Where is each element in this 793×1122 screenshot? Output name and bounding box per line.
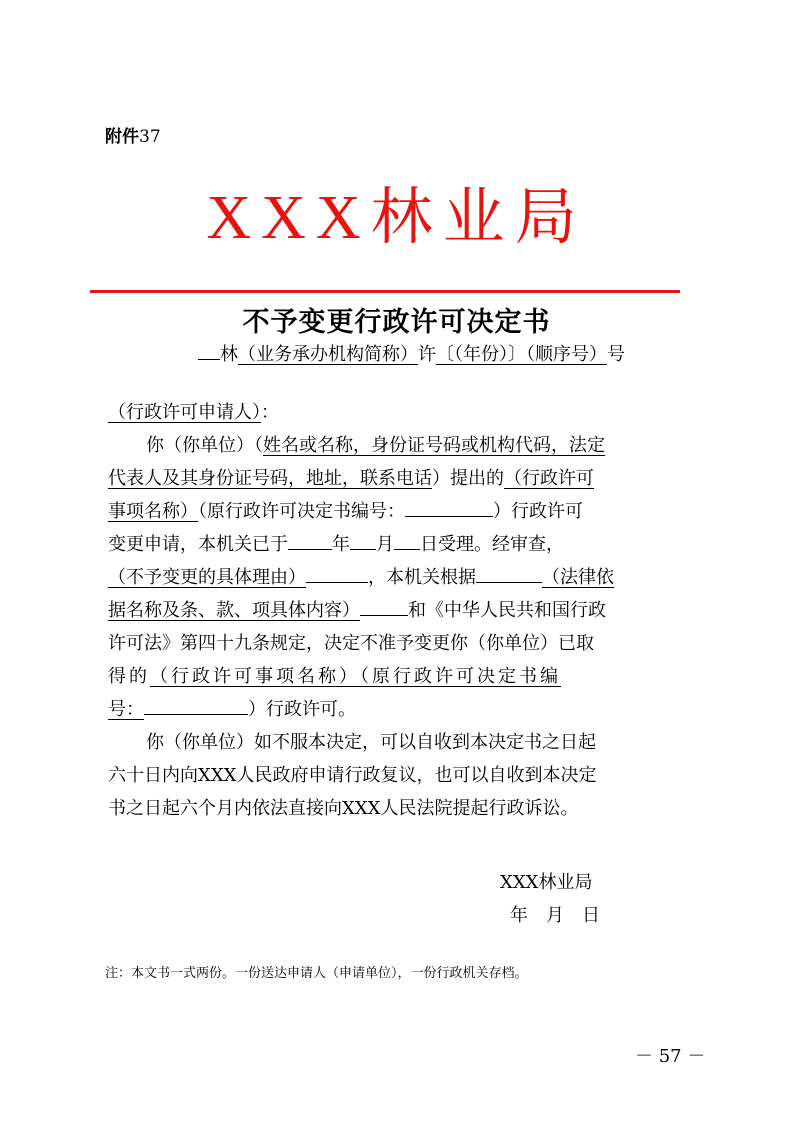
p1-l5-c: （法律依: [542, 567, 614, 588]
original-decision-number-blank: [405, 498, 493, 517]
signature-date: 年 月 日: [510, 905, 600, 926]
p1-l2-b: ）提出的: [432, 468, 504, 489]
p1-l8-a: 得的: [108, 666, 150, 687]
paragraph-2-line-2: [108, 759, 698, 792]
signature-block: [500, 866, 600, 932]
paragraph-1-line-8: [108, 660, 698, 693]
p1-l2-c: （行政许可: [504, 468, 594, 489]
day-blank: [394, 531, 420, 550]
p1-l9-b: ）行政许可。: [248, 699, 356, 720]
original-number-tail-blank: [144, 696, 248, 715]
paragraph-1-line-1: [108, 429, 698, 462]
paragraph-1-line-9: [108, 693, 698, 726]
reason-blank: [306, 564, 368, 583]
p2-l3: 书之日起六个月内依法直接向XXX人民法院提起行政诉讼。: [108, 798, 579, 819]
doc-number-hao: 号: [607, 344, 625, 365]
attachment-word: 附件: [105, 127, 139, 147]
p1-l3-b: （原行政许可决定书编号：: [198, 501, 405, 522]
page-number: － 57 －: [635, 1046, 706, 1067]
p1-l5-a: （不予变更的具体理由）: [108, 567, 306, 588]
legal-basis-blank: [476, 564, 542, 583]
addressee: （行政许可申请人）: [108, 402, 261, 423]
p1-l4-year: 年: [332, 534, 350, 555]
addressee-line: [108, 396, 698, 429]
paragraph-2-line-3: [108, 792, 698, 825]
p1-l1-b: 姓名或名称，身份证号码或机构代码，法定: [263, 435, 605, 456]
p1-l1-a: 你（你单位）（: [146, 435, 263, 456]
paragraph-1-line-5: [108, 561, 698, 594]
attachment-label: [105, 122, 161, 147]
paragraph-1-line-2: [108, 462, 698, 495]
doc-number-seq: （顺序号）: [526, 344, 607, 365]
document-title: 不予变更行政许可决定书: [242, 307, 551, 338]
red-divider-line: [90, 290, 680, 293]
doc-number-blank: [198, 341, 220, 360]
signature-org: XXX林业局: [500, 872, 593, 893]
footnote: 注：本文书一式两份。一份送达申请人（申请单位），一份行政机关存档。: [105, 966, 528, 981]
p1-l2-a: 代表人及其身份证号码，地址，联系电话: [108, 468, 432, 489]
doc-number-lin: 林: [220, 344, 238, 365]
p1-l4-month: 月: [376, 534, 394, 555]
month-blank: [350, 531, 376, 550]
paragraph-1-line-4: [108, 528, 698, 561]
p1-l3-c: ）行政许可: [493, 501, 583, 522]
paragraph-1-line-7: [108, 627, 698, 660]
p1-l3-a: 事项名称）: [108, 501, 198, 522]
attachment-number: 37: [139, 127, 161, 147]
p2-l1: 你（你单位）如不服本决定，可以自收到本决定书之日起: [146, 732, 596, 753]
p1-l9-a: 号：: [108, 699, 144, 720]
paragraph-1-line-6: [108, 594, 698, 627]
paragraph-2-line-1: [108, 726, 698, 759]
document-number: [198, 340, 625, 366]
p1-l4-day: 日受理。经审查，: [420, 534, 564, 555]
paragraph-1-line-3: [108, 495, 698, 528]
doc-number-year: 〔（年份）〕: [436, 344, 526, 365]
p1-l4-a: 变更申请，本机关已于: [108, 534, 288, 555]
year-blank: [288, 531, 332, 550]
p1-l5-b: ，本机关根据: [368, 567, 476, 588]
p1-l6-b: 和《中华人民共和国行政: [408, 600, 606, 621]
p1-l7: 许可法》第四十九条规定，决定不准予变更你（你单位）已取: [108, 633, 594, 654]
doc-number-agency: （业务承办机构简称）: [238, 344, 418, 365]
p1-l6-a: 据名称及条、款、项具体内容）: [108, 600, 360, 621]
agency-masthead: XXX林业局: [206, 184, 587, 252]
p1-l8-b: （行政许可事项名称）（原行政许可决定书编: [150, 666, 561, 687]
decision-body: [108, 396, 698, 825]
p2-l2: 六十日内向XXX人民政府申请行政复议，也可以自收到本决定: [108, 765, 597, 786]
addressee-suffix: ：: [261, 402, 279, 423]
doc-number-xu: 许: [418, 344, 436, 365]
legal-basis-tail-blank: [360, 597, 408, 616]
